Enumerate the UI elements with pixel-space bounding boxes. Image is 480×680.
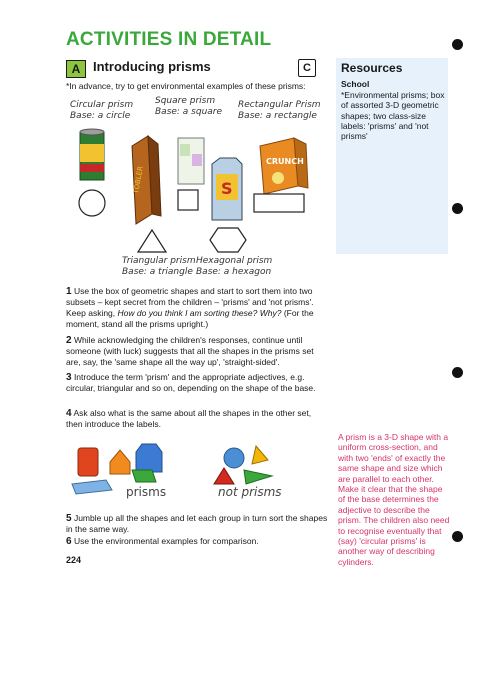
resources-title: Resources: [341, 61, 403, 75]
step-3: 3 Introduce the term 'prism' and the appropriate adjectives, e.g. circular, triangular and so on, depending on the shape of the base.: [66, 372, 316, 393]
rectangle-base-shape: [254, 194, 304, 212]
sorting-shapes-illustration: [66, 440, 328, 502]
triangle-base-shape: [138, 230, 166, 252]
svg-text:CRUNCH: CRUNCH: [266, 157, 304, 166]
not-prisms-set-shapes: [214, 446, 272, 484]
punch-hole-icon: [452, 367, 463, 378]
intro-text: *In advance, try to get environmental examples of these prisms:: [66, 81, 306, 91]
step-2: 2 While acknowledging the children's responses, continue until someone (with luck) suggests that all the shapes in the prisms set are, say, the 'same shape all the way up', 'straight-sided'.: [66, 335, 314, 367]
resources-heading: School: [341, 79, 370, 89]
section-letter-badge: A: [66, 60, 86, 78]
svg-text:TOBLER: TOBLER: [132, 165, 145, 195]
sidenote-text: A prism is a 3-D shape with a uniform cross-section, and with two 'ends' of exactly the same shape and size which are parallel to each other. Make it clear that the shape of the base determines the adjective to describe the prism. The children also need to recognise eventually that (say) 'circular prisms' is another way of describing cylinders.: [338, 432, 450, 567]
step-5: 5 Jumble up all the shapes and let each group in turn sort the shapes in the same way.: [66, 513, 328, 534]
hexagonal-box-image: [212, 158, 242, 220]
section-level-badge: C: [298, 59, 316, 77]
cereal-box-image: [260, 138, 308, 194]
square-base-shape: [178, 190, 198, 210]
prism-label-triangular: Triangular prism Base: a triangle: [122, 256, 196, 277]
step-4: 4 Ask also what is the same about all the shapes in the other set, then introduce the labels.: [66, 408, 312, 429]
prism-label-circular: Circular prism Base: a circle: [70, 100, 134, 121]
step-6: 6 Use the environmental examples for comparison.: [66, 536, 259, 547]
punch-hole-icon: [452, 531, 463, 542]
prism-label-square: Square prism Base: a square: [155, 96, 223, 117]
circle-base-shape: [79, 190, 105, 216]
step-1: 1 Use the box of geometric shapes and start to sort them into two subsets – kept secret from the children – 'prisms' and 'not prisms'. Keep asking, How do you think I am sorting these? Why? (For the moment, stand all the prisms upright.): [66, 286, 314, 329]
resources-text: *Environmental prisms; box of assorted 3-D geometric shapes; two class-size labels: 'prisms' and 'not prisms': [341, 90, 445, 142]
prism-label-rectangular: Rectangular Prism Base: a rectangle: [238, 100, 321, 121]
punch-hole-icon: [452, 39, 463, 50]
page-number: 224: [66, 555, 82, 565]
hexagon-base-shape: [210, 228, 246, 252]
prism-label-hexagonal: Hexagonal prism Base: a hexagon: [196, 256, 273, 277]
square-box-image: [178, 138, 204, 184]
section-title: Introducing prisms: [93, 59, 211, 74]
prisms-label: prisms: [126, 485, 167, 499]
punch-hole-icon: [452, 203, 463, 214]
not-prisms-label: not prisms: [218, 485, 282, 499]
prism-examples-illustration: [66, 124, 328, 256]
page-title: ACTIVITIES IN DETAIL: [66, 29, 272, 50]
svg-text:S: S: [221, 179, 233, 198]
tin-can-image: [80, 129, 104, 180]
chocolate-box-image: [132, 136, 161, 224]
